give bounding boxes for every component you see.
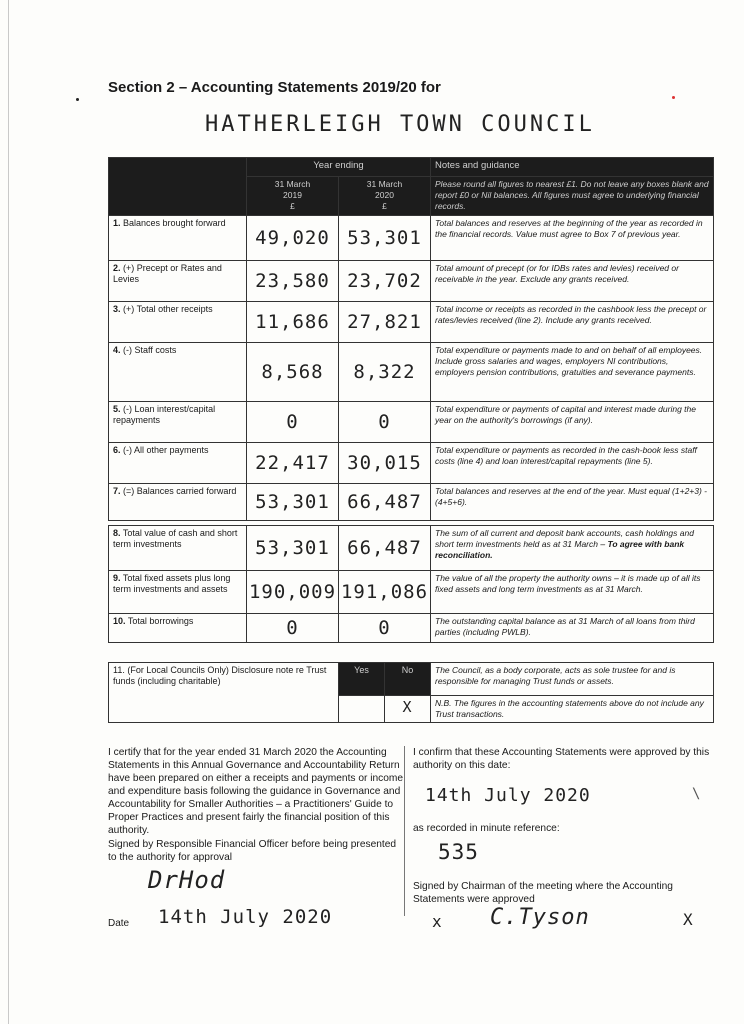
value-2019[interactable]: 190,009 xyxy=(247,571,339,614)
row-guidance xyxy=(431,343,714,402)
signed-by-rfo-text: Signed by Responsible Financial Officer before being presented to the authority for approval xyxy=(108,839,397,863)
statement-row xyxy=(109,614,714,643)
row-guidance-text: Total expenditure or payments of capital and interest made during the year on the authority's borrowings (if any). xyxy=(435,404,696,425)
row-guidance-text: Total income or receipts as recorded in the cashbook less the precept or rates/levies received (line 2). Include any grants received. xyxy=(435,304,707,325)
no-mark: X xyxy=(402,698,413,716)
row-label xyxy=(109,571,247,614)
page-title: Section 2 – Accounting Statements 2019/20 for xyxy=(108,79,441,96)
value-2020[interactable]: 8,322 xyxy=(339,343,431,402)
row-guidance-text: Total expenditure or payments as recorded in the cash-book less staff costs (line 4) and loan interest/capital repayments (line 5). xyxy=(435,445,697,466)
statement-row xyxy=(109,443,714,484)
row-label-text: Total fixed assets plus long term investments and assets xyxy=(113,573,231,594)
value-2020[interactable]: 30,015 xyxy=(339,443,431,484)
value-2020[interactable]: 191,086 xyxy=(339,571,431,614)
row-guidance-bold: To agree with bank reconciliation. xyxy=(435,539,685,560)
rfo-date-value: 14th July 2020 xyxy=(158,906,333,928)
date-label: Date xyxy=(108,918,130,929)
row-number: 4. xyxy=(113,345,121,355)
value-2019[interactable]: 11,686 xyxy=(247,302,339,343)
row-guidance-text: The outstanding capital balance as at 31 March of all loans from third parties (including PWLB). xyxy=(435,616,695,637)
trust-funds-table xyxy=(108,662,714,723)
row-label xyxy=(109,216,247,261)
row-guidance xyxy=(431,484,714,521)
approval-date-value: 14th July 2020 xyxy=(425,785,591,806)
value-2019[interactable]: 0 xyxy=(247,402,339,443)
value-2020[interactable]: 0 xyxy=(339,614,431,643)
row-guidance xyxy=(431,302,714,343)
signature-mark-left: x xyxy=(432,912,443,931)
row-guidance xyxy=(431,614,714,643)
row-guidance-text: Total balances and reserves at the end of the year. Must equal (1+2+3) - (4+5+6). xyxy=(435,486,708,507)
no-header: No xyxy=(385,663,431,696)
row-label-text: Balances brought forward xyxy=(123,218,226,228)
trust-note-2: N.B. The figures in the accounting statements above do not include any Trust transactions. xyxy=(431,696,714,723)
row-guidance xyxy=(431,443,714,484)
row-label-text: (+) Precept or Rates and Levies xyxy=(113,263,222,284)
yes-header: Yes xyxy=(339,663,385,696)
row-label xyxy=(109,443,247,484)
row-label-text: (=) Balances carried forward xyxy=(123,486,237,496)
column-divider xyxy=(404,746,405,916)
row-guidance xyxy=(431,216,714,261)
certification-text: I certify that for the year ended 31 March 2020 the Accounting Statements in this Annual Governance and Accountability Return have been prepared on either a receipts and payments or income and expenditure basis following the guidance in Governance and Accountability for Smaller Authorities – a Practitioners' Guide to Proper Practices and present fairly the financial position of this authority. xyxy=(108,747,404,836)
value-2020[interactable]: 27,821 xyxy=(339,302,431,343)
row-guidance xyxy=(431,571,714,614)
signature-mark-right: X xyxy=(683,910,694,929)
notes-instruction: Please round all figures to nearest £1. Do not leave any boxes blank and report £0 or Nil balances. All figures must agree to underlying financial records. xyxy=(431,177,714,216)
minute-reference-value: 535 xyxy=(438,840,479,864)
value-2019[interactable]: 22,417 xyxy=(247,443,339,484)
row-label xyxy=(109,261,247,302)
minute-reference-label: as recorded in minute reference: xyxy=(413,823,560,834)
row-label-text: (+) Total other receipts xyxy=(123,304,213,314)
statement-row xyxy=(109,484,714,521)
tick-mark: \ xyxy=(692,786,702,802)
row-label-text: Total value of cash and short term investments xyxy=(113,528,238,549)
row-number: 6. xyxy=(113,445,121,455)
col-2019-header: 31 March 2019 £ xyxy=(247,177,339,216)
trust-label: 11. (For Local Councils Only) Disclosure note re Trust funds (including charitable) xyxy=(109,663,339,723)
row-guidance xyxy=(431,261,714,302)
notes-header: Notes and guidance xyxy=(431,158,714,177)
statement-row xyxy=(109,526,714,571)
row-label-text: (-) Staff costs xyxy=(123,345,177,355)
statement-row xyxy=(109,343,714,402)
row-label-text: (-) Loan interest/capital repayments xyxy=(113,404,216,425)
row-number: 7. xyxy=(113,486,121,496)
statement-row xyxy=(109,571,714,614)
value-2019[interactable]: 49,020 xyxy=(247,216,339,261)
confirmation-text: I confirm that these Accounting Statements were approved by this authority on this date: xyxy=(413,747,710,771)
row-number: 1. xyxy=(113,218,121,228)
value-2020[interactable]: 53,301 xyxy=(339,216,431,261)
row-number: 9. xyxy=(113,573,121,583)
value-2019[interactable]: 53,301 xyxy=(247,526,339,571)
row-number: 10. xyxy=(113,616,126,626)
row-guidance-text: The value of all the property the authority owns – it is made up of all its fixed assets and long term investments as at 31 March. xyxy=(435,573,701,594)
row-number: 5. xyxy=(113,404,121,414)
year-ending-header: Year ending xyxy=(247,158,431,177)
no-box[interactable] xyxy=(385,696,431,723)
value-2020[interactable]: 0 xyxy=(339,402,431,443)
yes-box[interactable] xyxy=(339,696,385,723)
col-2020-header: 31 March 2020 £ xyxy=(339,177,431,216)
row-label xyxy=(109,526,247,571)
row-number: 2. xyxy=(113,263,121,273)
row-label xyxy=(109,484,247,521)
row-guidance-text: Total expenditure or payments made to and on behalf of all employees. Include gross salaries and wages, employers NI contributions, employers pension contributions, gratuities and severance payments. xyxy=(435,345,703,377)
chairman-signature: C.Tyson xyxy=(490,905,590,930)
row-guidance-text: Total amount of precept (or for IDBs rates and levies) received or receivable in the year. Exclude any grants received. xyxy=(435,263,679,284)
value-2019[interactable]: 8,568 xyxy=(247,343,339,402)
row-label xyxy=(109,343,247,402)
statement-row xyxy=(109,216,714,261)
row-label xyxy=(109,402,247,443)
row-number: 8. xyxy=(113,528,121,538)
rfo-certification xyxy=(108,746,404,864)
council-name: HATHERLEIGH TOWN COUNCIL xyxy=(205,112,595,137)
speck xyxy=(672,96,675,99)
trust-note-1: The Council, as a body corporate, acts as sole trustee for and is responsible for managing Trust funds or assets. xyxy=(431,663,714,696)
value-2019[interactable]: 23,580 xyxy=(247,261,339,302)
statement-row xyxy=(109,302,714,343)
rfo-signature: DrHod xyxy=(148,866,226,894)
row-guidance xyxy=(431,402,714,443)
row-label xyxy=(109,302,247,343)
row-label-text: Total borrowings xyxy=(127,616,194,626)
value-2020[interactable]: 66,487 xyxy=(339,484,431,521)
row-label xyxy=(109,614,247,643)
speck xyxy=(76,98,79,101)
header-blank xyxy=(109,158,247,216)
value-2020[interactable]: 66,487 xyxy=(339,526,431,571)
statement-row xyxy=(109,402,714,443)
row-guidance-text: Total balances and reserves at the beginning of the year as recorded in the financial records. Value must agree to Box 7 of previous year. xyxy=(435,218,703,239)
value-2019[interactable]: 53,301 xyxy=(247,484,339,521)
row-label-text: (-) All other payments xyxy=(123,445,209,455)
row-guidance xyxy=(431,526,714,571)
chairman-signed-text: Signed by Chairman of the meeting where the Accounting Statements were approved xyxy=(413,881,673,905)
row-guidance-text: The sum of all current and deposit bank accounts, cash holdings and short term investments held as at 31 March – xyxy=(435,528,694,549)
value-2020[interactable]: 23,702 xyxy=(339,261,431,302)
statement-row xyxy=(109,261,714,302)
row-number: 3. xyxy=(113,304,121,314)
accounting-statements-table xyxy=(108,157,714,643)
value-2019[interactable]: 0 xyxy=(247,614,339,643)
